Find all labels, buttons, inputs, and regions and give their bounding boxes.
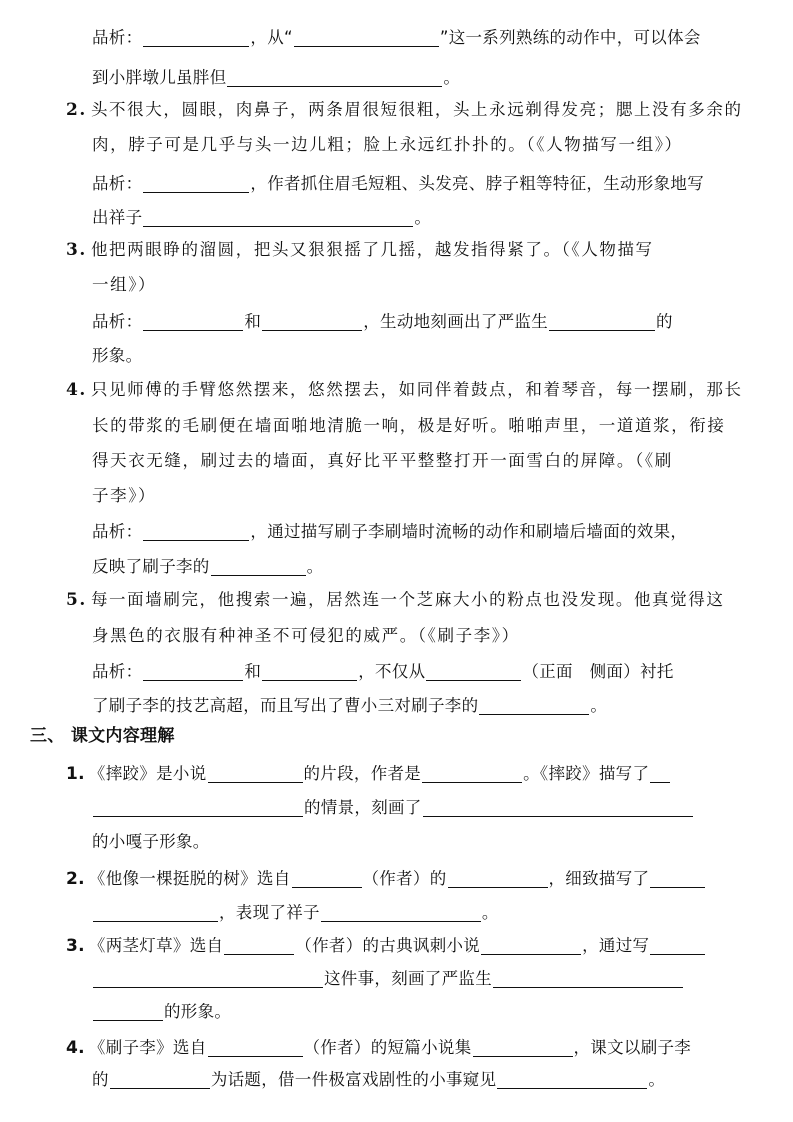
answer-blank[interactable] xyxy=(208,1038,303,1057)
question-number: 3. xyxy=(66,240,87,260)
answer-line: 品析： 和 ，不仅从 （正面 侧面）衬托 xyxy=(92,662,674,681)
question-number: 3. xyxy=(66,936,85,956)
answer-blank[interactable] xyxy=(110,1070,210,1089)
answer-blank[interactable] xyxy=(93,798,303,817)
answer-line: 品析： ，作者抓住眉毛短粗、头发亮、脖子粗等特征，生动形象地写 xyxy=(92,174,705,193)
answer-blank[interactable] xyxy=(650,936,705,955)
question-line: 的小嘎子形象。 xyxy=(92,832,210,851)
answer-blank[interactable] xyxy=(292,869,362,888)
answer-blank[interactable] xyxy=(143,28,249,47)
question-line: 2. 头不很大，圆眼，肉鼻子，两条眉很短很粗，头上永远剃得发亮；腮上没有多余的 xyxy=(66,100,743,120)
answer-blank[interactable] xyxy=(422,764,522,783)
answer-blank[interactable] xyxy=(143,174,249,193)
answer-blank[interactable] xyxy=(93,1002,163,1021)
answer-blank[interactable] xyxy=(650,764,670,783)
question-line: 1. 《摔跤》是小说 的片段，作者是 。《摔跤》描写了 xyxy=(66,762,671,786)
answer-blank[interactable] xyxy=(262,662,357,681)
question-line: 的形象。 xyxy=(92,1000,231,1024)
section-title: 三、 课文内容理解 xyxy=(30,726,175,746)
answer-blank[interactable] xyxy=(93,903,218,922)
question-line: ，表现了祥子 。 xyxy=(92,901,499,925)
answer-blank[interactable] xyxy=(143,312,243,331)
answer-blank[interactable] xyxy=(93,969,323,988)
question-line: 5. 每一面墙刷完，他搜索一遍，居然连一个芝麻大小的粉点也没发现。他真觉得这 xyxy=(66,590,725,610)
answer-line: 品析： 和 ，生动地刻画出了严监生 的 xyxy=(92,312,673,331)
question-line: 一组》） xyxy=(92,275,157,294)
answer-line: 形象。 xyxy=(92,346,143,365)
question-line: 3. 他把两眼睁的溜圆，把头又狠狠摇了几摇，越发指得紧了。（《人物描写 xyxy=(66,240,654,260)
answer-blank[interactable] xyxy=(211,557,306,576)
answer-blank[interactable] xyxy=(549,312,655,331)
question-line: 长的带浆的毛刷便在墙面啪地清脆一响，极是好听。啪啪声里，一道道浆，衔接 xyxy=(92,416,726,435)
answer-line: 品析： ，通过描写刷子李刷墙时流畅的动作和刷墙后墙面的效果， xyxy=(92,522,688,541)
answer-blank[interactable] xyxy=(479,696,589,715)
answer-blank[interactable] xyxy=(143,522,249,541)
question-line: 得天衣无缝，刷过去的墙面，真好比平平整整打开一面雪白的屏障。（《刷 xyxy=(92,451,673,470)
answer-blank[interactable] xyxy=(497,1070,647,1089)
answer-line: 反映了刷子李的 。 xyxy=(92,557,324,576)
answer-blank[interactable] xyxy=(423,798,693,817)
question-number: 5. xyxy=(66,590,87,610)
question-number: 1. xyxy=(66,764,85,784)
answer-line: 了刷子李的技艺高超，而且写出了曹小三对刷子李的 。 xyxy=(92,696,608,715)
answer-line: 到小胖墩儿虽胖但 。 xyxy=(92,68,461,87)
question-line: 的 为话题，借一件极富戏剧性的小事窥见 。 xyxy=(92,1070,666,1089)
answer-blank[interactable] xyxy=(227,68,442,87)
question-line: 4. 《刷子李》选自 （作者）的短篇小说集 ，课文以刷子李 xyxy=(66,1038,692,1058)
answer-blank[interactable] xyxy=(143,662,243,681)
question-number: 2. xyxy=(66,100,87,120)
answer-blank[interactable] xyxy=(143,208,413,227)
answer-blank[interactable] xyxy=(650,869,705,888)
answer-blank[interactable] xyxy=(448,869,548,888)
answer-line: 品析： ，从“ ”这一系列熟练的动作中，可以体会 xyxy=(92,28,701,47)
question-number: 4. xyxy=(66,380,87,400)
question-line: 3. 《两茎灯草》选自 （作者）的古典讽刺小说 ，通过写 xyxy=(66,934,706,958)
question-line: 肉，脖子可是几乎与头一边儿粗；脸上永远红扑扑的。（《人物描写一组》） xyxy=(92,135,683,154)
answer-blank[interactable] xyxy=(321,903,481,922)
question-line: 身黑色的衣服有种神圣不可侵犯的威严。（《刷子李》） xyxy=(92,626,520,645)
question-line: 2. 《他像一棵挺脱的树》选自 （作者）的 ，细致描写了 xyxy=(66,867,706,891)
answer-blank[interactable] xyxy=(208,764,303,783)
answer-blank[interactable] xyxy=(224,936,294,955)
question-number: 4. xyxy=(66,1038,85,1058)
answer-blank[interactable] xyxy=(481,936,581,955)
question-line: 这件事，刻画了严监生 xyxy=(92,967,684,991)
question-line: 子李》） xyxy=(92,486,157,505)
answer-blank[interactable] xyxy=(473,1038,573,1057)
answer-blank[interactable] xyxy=(426,662,521,681)
question-line: 的情景，刻画了 xyxy=(92,796,694,820)
answer-blank[interactable] xyxy=(294,28,439,47)
answer-blank[interactable] xyxy=(493,969,683,988)
question-line: 4. 只见师傅的手臂悠然摆来，悠然摆去，如同伴着鼓点，和着琴音，每一摆刷，那长 xyxy=(66,380,743,400)
question-number: 2. xyxy=(66,869,85,889)
answer-blank[interactable] xyxy=(262,312,362,331)
answer-line: 出祥子 。 xyxy=(92,208,432,227)
